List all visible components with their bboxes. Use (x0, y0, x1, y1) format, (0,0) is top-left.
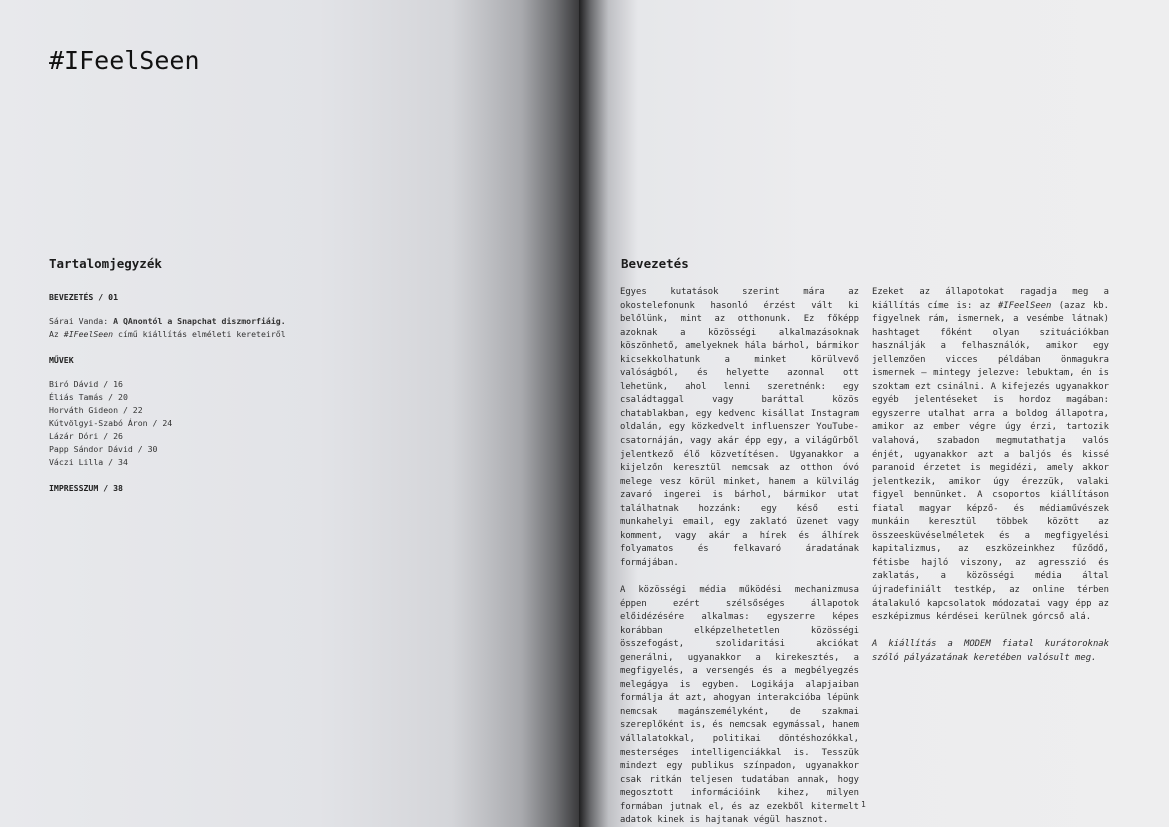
toc-work-item[interactable]: Éliás Tamás / 20 (49, 392, 128, 402)
intro-paragraph-2: A közösségi média működési mechanizmusa éppen ezért szélsőséges állapotok előidézésére alkalmas: egyszerre képes korábban elképzelhetetlen közösségi összefogást, szolidaritási akciókat generálni, ugyanakkor a kirekesztés, a megfigyelés, a versengés és a megbélyegzés melegágya is egyben. Logikája alapjaiban formálja át azt, ahogyan interakcióba lépünk nemcsak magánszemélyként, de szakmai szereplőként is, és nemcsak egymással, hanem vállalatokkal, politikai döntéshozókkal, mesterséges intelligenciákkal is. Tesszük mindezt egy publikus színpadon, ugyanakkor csak ritkán teljesen tudatában annak, hogy megosztott információink kihez, milyen formában jutnak el, és az ezekből kitermelt adatok kinek is hajtanak végül hasznot. (620, 584, 859, 826)
intro-title: Bevezetés (621, 256, 689, 271)
toc-work-item[interactable]: Lázár Dóri / 26 (49, 431, 123, 441)
toc-work-item[interactable]: Biró Dávid / 16 (49, 379, 123, 389)
table-of-contents (49, 256, 469, 495)
intro-paragraph-3: Ezeket az állapotokat ragadja meg a kiállítás címe is: az #IFeelSeen (azaz kb. figyelnek rám, ismernek, a vesémbe látnak) hashtaget főként olyan szituációkban használják a felhasználók, amikor egy jellemzően vicces példában önmagukra ismernek – mintegy jelezve: lebuktam, én is szoktam ezt csinálni. A kifejezés ugyanakkor egyéb jelentéseket is hordoz magában: egyszerre utalhat arra a boldog állapotra, amikor az ember végre úgy érzi, tartozik valahová, szabadon megmutathatja valós énjét, ugyanakkor azt a baljós és kissé paranoid érzetet is megidézi, amely akkor jelentkezik, amikor úgy érezzük, valaki figyel bennünket. A csoportos kiállításon fiatal magyar képző- és médiaművészek munkáin keresztül többek között az összeesküvéselméletek és a megfigyelési kapitalizmus, az eszközeinkhez fűződő, fétisbe hajló viszony, az agresszió és zaklatás, a közösségi média által újradefiniált testkép, az online térben átalakuló kapcsolatok módozatai vagy épp az eszképizmus kérdései kerülnek górcső alá. (872, 287, 1109, 623)
funding-note: A kiállítás a MODEM fiatal kurátoroknak szóló pályázatának keretében valósult meg. (872, 639, 1109, 663)
toc-essay-entry[interactable] (49, 315, 469, 328)
toc-works-list (49, 378, 469, 469)
text-column-2 (872, 286, 1109, 679)
essay-title: A QAnontól a Snapchat diszmorfiáig. (113, 316, 286, 326)
intro-paragraph-1: Egyes kutatások szerint mára az okostelefonunk hasonló érzést vált ki belőlünk, mint az otthonunk. Ez főképp azoknak a közösségi alkalmazásoknak köszönhető, amelyeknek hála bárhol, bármikor kicsekkolhatunk a minket körülvevő valóságból, és helyette azonnal ott lehetünk, ahol lenni szeretnénk: egy családtaggal vagy baráttal közös chatablakban, egy kedvenc kisállat Instagram oldalán, egy közkedvelt influenszer YouTube-csatornáján, vagy akár épp egy, a világűrből jelentkező élő közvetítésen. Ugyanakkor a kijelzőn keresztül nemcsak az otthon óvó melege vesz körül minket, hanem a külvilág zavaró ingerei is bárhol, bármikor utat találhatnak hozzánk: egy késő esti munkahelyi email, egy zaklató üzenet vagy komment, vagy akár a hírek és álhírek folyamatos és felkavaró áradatának formájában. (620, 287, 859, 568)
toc-essay-subtitle: Az #IFeelSeen című kiállítás elméleti kereteiről (49, 329, 286, 339)
publication-title: #IFeelSeen (49, 46, 200, 75)
toc-work-item[interactable]: Horváth Gideon / 22 (49, 405, 143, 415)
exhibition-title-inline: #IFeelSeen (997, 300, 1052, 311)
text-column-1 (620, 286, 859, 827)
toc-impressum-link[interactable]: IMPRESSZUM / 38 (49, 483, 123, 493)
toc-work-item[interactable]: Kútvölgyi-Szabó Áron / 24 (49, 418, 173, 428)
toc-work-item[interactable]: Váczi Lilla / 34 (49, 457, 128, 467)
left-page (0, 0, 579, 827)
essay-author: Sárai Vanda: (49, 316, 114, 326)
toc-title: Tartalomjegyzék (49, 256, 162, 271)
exhibition-title: #IFeelSeen (63, 329, 114, 339)
toc-work-item[interactable]: Papp Sándor Dávid / 30 (49, 444, 158, 454)
page-number: 1 (861, 800, 866, 809)
toc-intro-link[interactable]: BEVEZETÉS / 01 (49, 292, 119, 302)
right-page (579, 0, 1169, 827)
toc-works-heading: MŰVEK (49, 355, 74, 365)
